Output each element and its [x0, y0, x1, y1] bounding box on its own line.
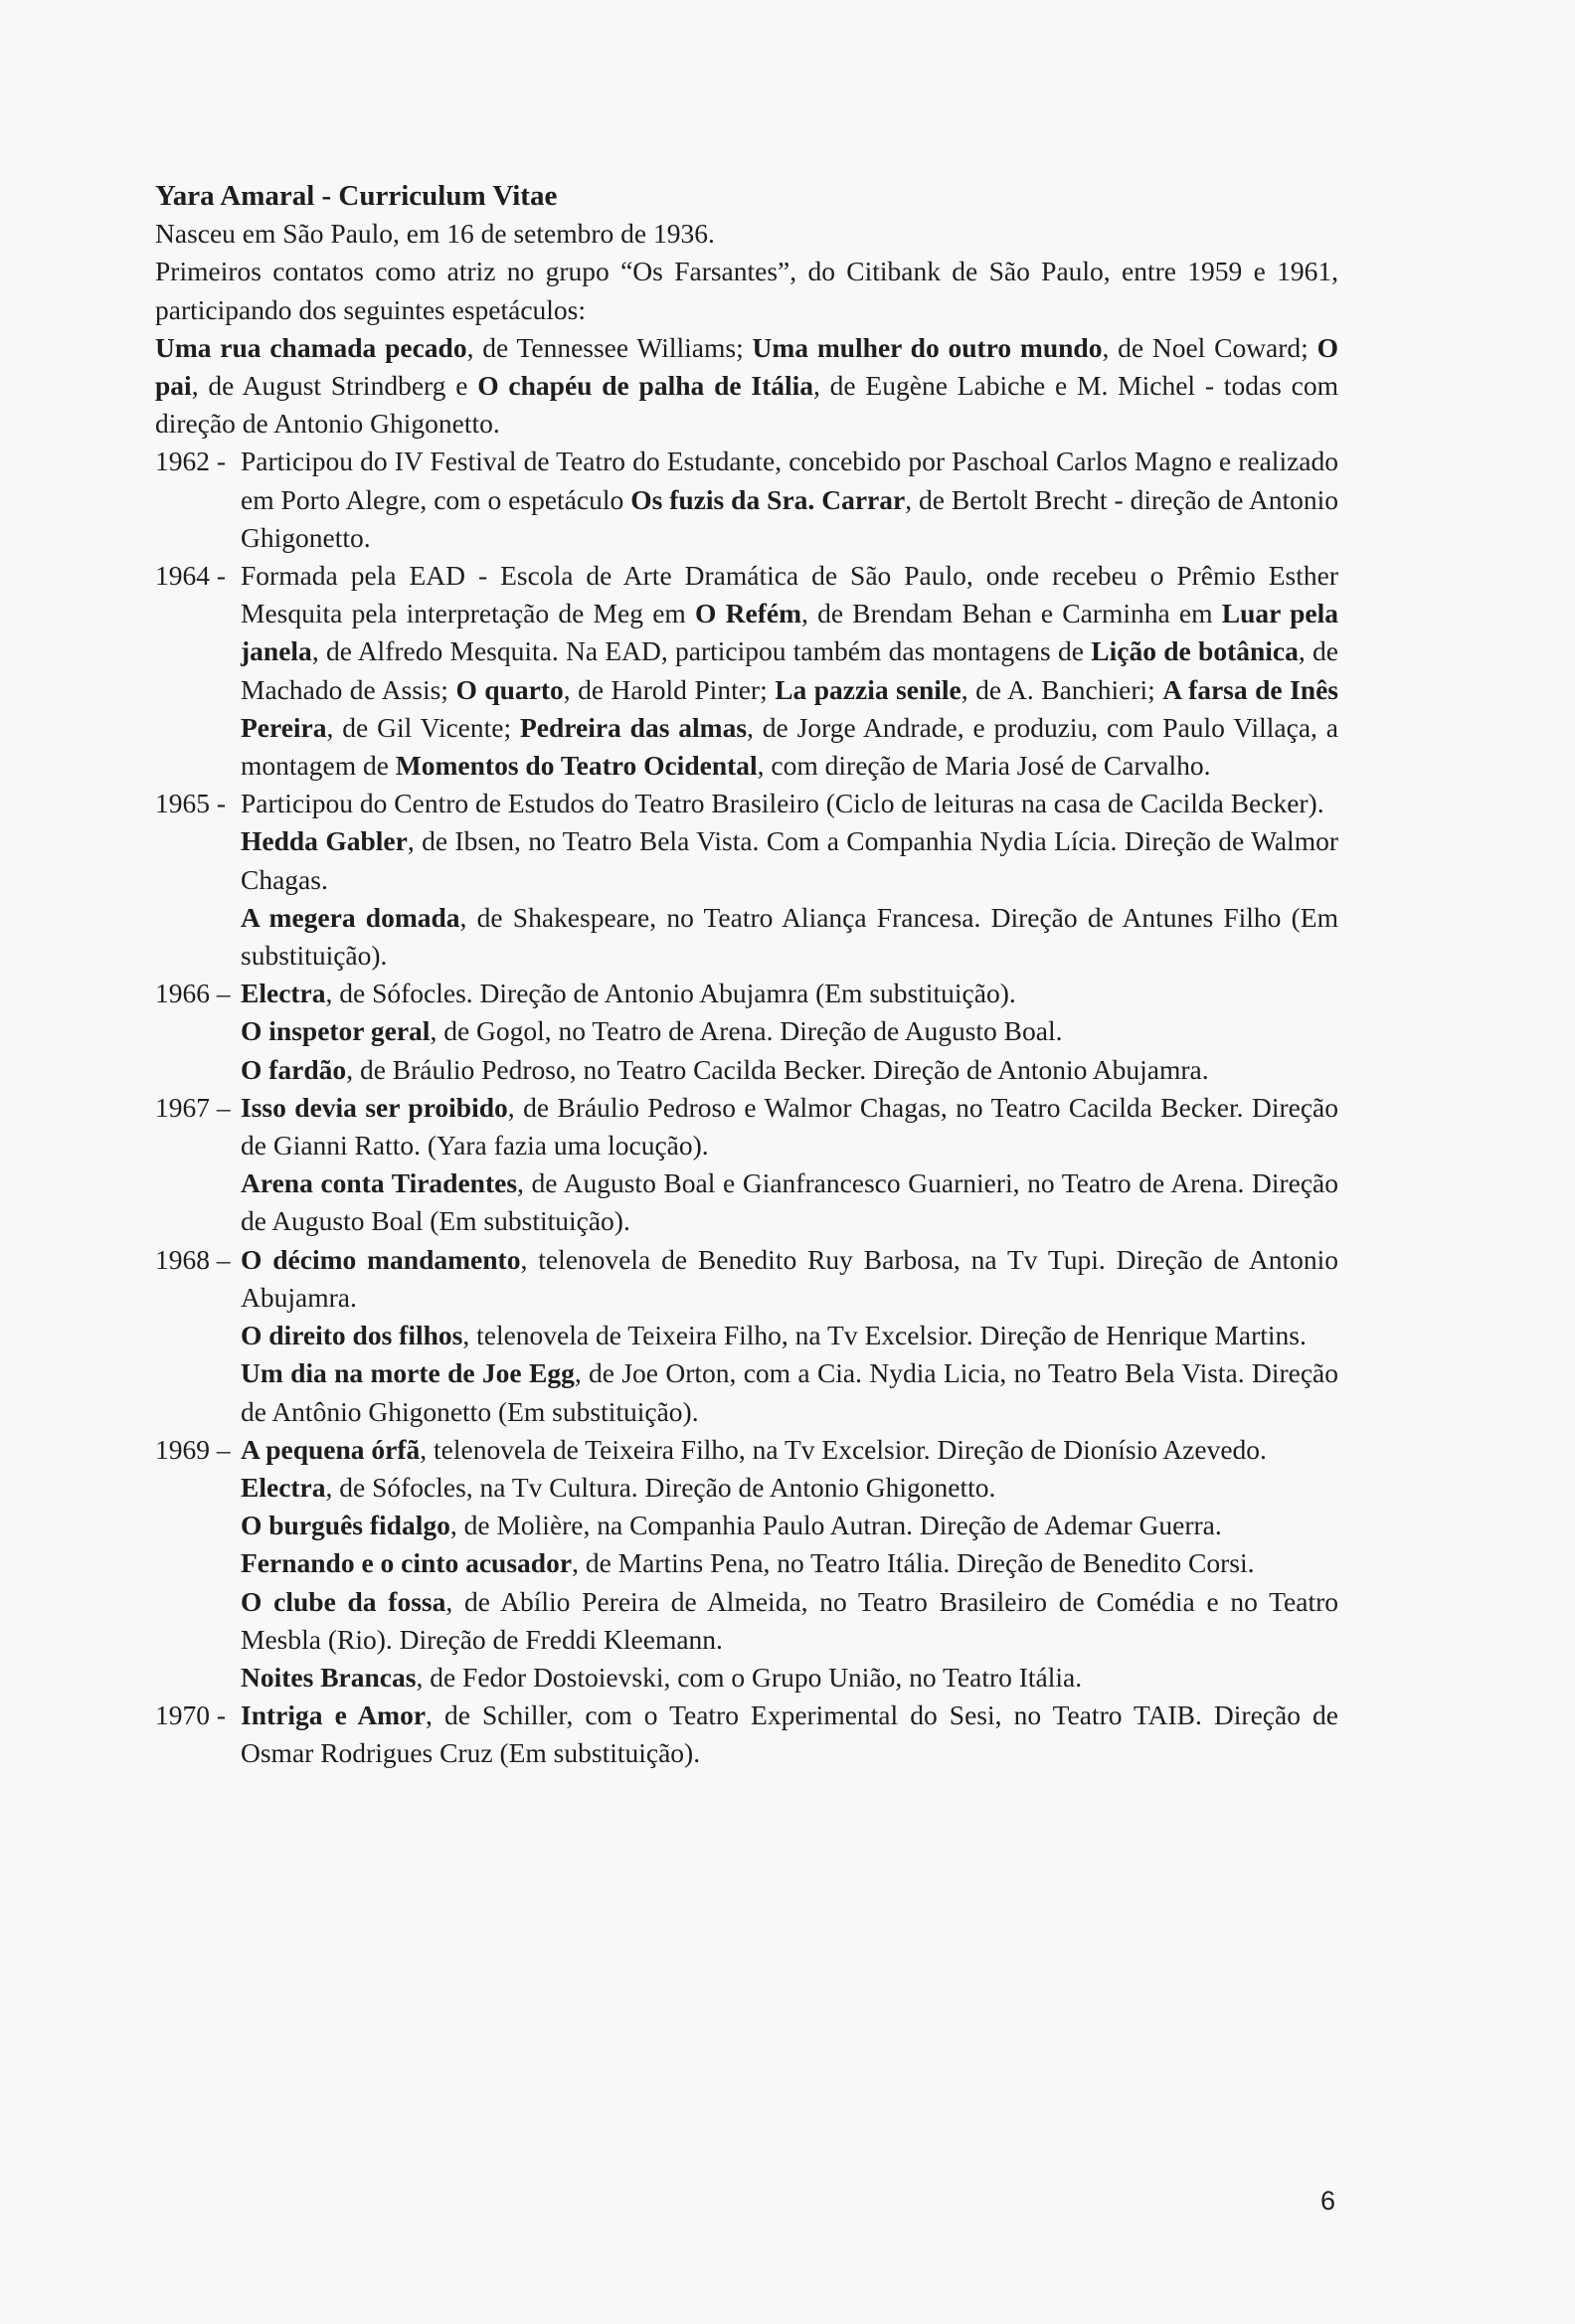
entry-details: , de Harold Pinter;	[563, 673, 776, 705]
play-title: Hedda Gabler	[241, 825, 408, 857]
play-title: O clube da fossa	[241, 1585, 446, 1617]
year-label: 1969 –	[155, 1433, 231, 1465]
entry-details: , de Bráulio Pedroso, no Teatro Cacilda Becker. Direção de Antonio Abujamra.	[346, 1053, 1209, 1085]
year-label: 1966 –	[155, 978, 231, 1009]
entry-details: , telenovela de Teixeira Filho, na Tv Excelsior. Direção de Henrique Martins.	[462, 1320, 1307, 1351]
play-title: A megera domada	[241, 901, 460, 933]
play-details: , de Tennessee Williams;	[466, 331, 753, 363]
entry-details: , de Shakespeare, no Teatro Aliança Francesa. Direção de Antunes Filho (Em substituição).	[241, 901, 1338, 972]
play-title: Intriga e Amor	[241, 1699, 427, 1731]
entry-1970	[155, 1697, 1338, 1772]
play-details: , de August Strindberg e	[191, 370, 478, 402]
entry-details: , de Sófocles. Direção de Antonio Abujamra (Em substituição).	[325, 978, 1016, 1009]
year-label: 1968 –	[155, 1243, 231, 1275]
entry-item	[241, 1469, 1338, 1507]
entry-details: , de Abílio Pereira de Almeida, no Teatro Brasileiro de Comédia e no Teatro Mesbla (Rio). Direção de Freddi Kleemann.	[241, 1585, 1338, 1655]
year-label: 1967 –	[155, 1091, 231, 1123]
entry-details: Formada pela EAD - Escola de Arte Dramática de São Paulo, onde recebeu o Prêmio Esther Mesquita pela interpretação de Meg em	[241, 560, 1338, 629]
first-contacts-paragraph: Primeiros contatos como atriz no grupo “Os Farsantes”, do Citibank de São Paulo, entre 1959 e 1961, participando dos seguintes espetáculos:	[155, 256, 1338, 325]
play-title: Electra	[241, 978, 326, 1009]
entry-item	[241, 899, 1338, 975]
entry-details: , de Ibsen, no Teatro Bela Vista. Com a Companhia Nydia Lícia. Direção de Walmor Chagas.	[241, 825, 1338, 895]
entry-1969	[155, 1431, 1338, 1469]
entry-item	[241, 1164, 1338, 1240]
play-title: Fernando e o cinto acusador	[241, 1547, 573, 1579]
play-title: Noites Brancas	[241, 1661, 417, 1693]
entry-details: , de Gil Vicente;	[326, 711, 520, 743]
entry-text	[241, 1241, 1338, 1317]
entry-details: , de Schiller, com o Teatro Experimental do Sesi, no Teatro TAIB. Direção de Osmar Rodrigues Cruz (Em substituição).	[241, 1699, 1338, 1769]
entry-text: Participou do Centro de Estudos do Teatro Brasileiro (Ciclo de leituras na casa de Cacilda Becker).	[241, 788, 1324, 819]
play-title: O Refém	[695, 598, 801, 629]
play-title: O fardão	[241, 1053, 347, 1085]
play-title: Arena conta Tiradentes	[241, 1167, 518, 1199]
page-number: 6	[1320, 2186, 1336, 2216]
entry-details: , de Gogol, no Teatro de Arena. Direção de Augusto Boal.	[430, 1015, 1063, 1047]
entry-item	[241, 1507, 1338, 1544]
play-title: O décimo mandamento	[241, 1243, 521, 1275]
entry-1964	[155, 557, 1338, 785]
play-title: Lição de botânica	[1091, 635, 1299, 667]
play-title: Luar pela janela	[241, 598, 1338, 667]
year-label: 1970 -	[155, 1699, 227, 1731]
entry-details: , de Jorge Andrade, e produziu, com Paulo Villaça, a montagem de	[241, 711, 1338, 782]
play-title: O pai	[155, 331, 1338, 402]
entry-details: , de Bráulio Pedroso e Walmor Chagas, no Teatro Cacilda Becker. Direção de Gianni Ratto. (Yara fazia uma locução).	[241, 1091, 1338, 1162]
entry-text	[241, 443, 1338, 557]
play-title: Uma rua chamada pecado	[155, 331, 467, 363]
entry-details: , de Fedor Dostoievski, com o Grupo União, no Teatro Itália.	[416, 1661, 1083, 1693]
entry-details: , de Alfredo Mesquita. Na EAD, participou também das montagens de	[311, 635, 1092, 667]
play-title: Uma mulher do outro mundo	[752, 331, 1103, 363]
entry-text	[241, 557, 1338, 785]
entry-details: , de Machado de Assis;	[241, 635, 1338, 705]
entry-item	[241, 822, 1338, 898]
entry-item	[241, 1544, 1338, 1582]
entry-item	[241, 1012, 1338, 1050]
play-title: La pazzia senile	[775, 673, 962, 705]
entry-details: Participou do IV Festival de Teatro do Estudante, concebido por Paschoal Carlos Magno e realizado em Porto Alegre, com o espetáculo	[241, 446, 1338, 515]
year-label: 1962 -	[155, 446, 227, 477]
document-title: Yara Amaral - Curriculum Vitae	[155, 180, 558, 212]
entry-text	[241, 975, 1338, 1012]
entry-text	[241, 1431, 1338, 1469]
entry-details: , com direção de Maria José de Carvalho.	[757, 750, 1211, 782]
entry-details: , de Sófocles, na Tv Cultura. Direção de Antonio Ghigonetto.	[325, 1471, 996, 1503]
entry-item	[241, 1354, 1338, 1430]
entry-1968	[155, 1241, 1338, 1317]
play-title: O direito dos filhos	[241, 1320, 463, 1351]
play-title: A farsa de Inês Pereira	[241, 673, 1338, 743]
play-title: O burguês fidalgo	[241, 1510, 450, 1541]
play-title: Isso devia ser proibido	[241, 1091, 508, 1123]
play-title: A pequena órfã	[241, 1433, 421, 1465]
entry-details: , de Brendam Behan e Carminha em	[801, 598, 1222, 629]
play-title: Os fuzis da Sra. Carrar	[630, 483, 906, 515]
play-title: O chapéu de palha de Itália	[477, 370, 814, 402]
entry-details: , de A. Banchieri;	[961, 673, 1163, 705]
play-details: , de Noel Coward;	[1102, 331, 1317, 363]
entry-1965	[155, 785, 1338, 822]
play-title: Momentos do Teatro Ocidental	[395, 750, 758, 782]
play-title: O quarto	[455, 673, 564, 705]
entry-item	[241, 1317, 1338, 1354]
play-title: Um dia na morte de Joe Egg	[241, 1357, 575, 1389]
play-title: Electra	[241, 1471, 326, 1503]
entry-details: , de Bertolt Brecht - direção de Antonio Ghigonetto.	[241, 483, 1338, 553]
birth-line: Nasceu em São Paulo, em 16 de setembro de 1936.	[155, 218, 715, 250]
entry-1967	[155, 1089, 1338, 1164]
entry-item	[241, 1051, 1338, 1089]
year-label: 1964 -	[155, 560, 227, 592]
farsantes-plays-paragraph	[155, 329, 1338, 444]
play-title: Pedreira das almas	[519, 711, 748, 743]
entry-details: , de Joe Orton, com a Cia. Nydia Licia, no Teatro Bela Vista. Direção de Antônio Ghigonetto (Em substituição).	[241, 1357, 1338, 1427]
play-details: , de Eugène Labiche e M. Michel - todas com direção de Antonio Ghigonetto.	[155, 370, 1338, 440]
entry-details: , telenovela de Benedito Ruy Barbosa, na Tv Tupi. Direção de Antonio Abujamra.	[241, 1243, 1338, 1313]
entry-details: , de Molière, na Companhia Paulo Autran. Direção de Ademar Guerra.	[449, 1510, 1222, 1541]
entry-text	[241, 1697, 1338, 1772]
entry-1966	[155, 975, 1338, 1012]
entry-item	[241, 1583, 1338, 1659]
entry-item	[241, 1659, 1338, 1697]
entry-text	[241, 1089, 1338, 1164]
entry-1962	[155, 443, 1338, 557]
play-title: O inspetor geral	[241, 1015, 431, 1047]
year-label: 1965 -	[155, 788, 227, 819]
entry-details: , de Martins Pena, no Teatro Itália. Direção de Benedito Corsi.	[572, 1547, 1255, 1579]
entry-details: , telenovela de Teixeira Filho, na Tv Excelsior. Direção de Dionísio Azevedo.	[420, 1433, 1267, 1465]
curriculum-body	[155, 177, 1338, 1773]
entry-details: , de Augusto Boal e Gianfrancesco Guarnieri, no Teatro de Arena. Direção de Augusto Boal (Em substituição).	[241, 1167, 1339, 1237]
